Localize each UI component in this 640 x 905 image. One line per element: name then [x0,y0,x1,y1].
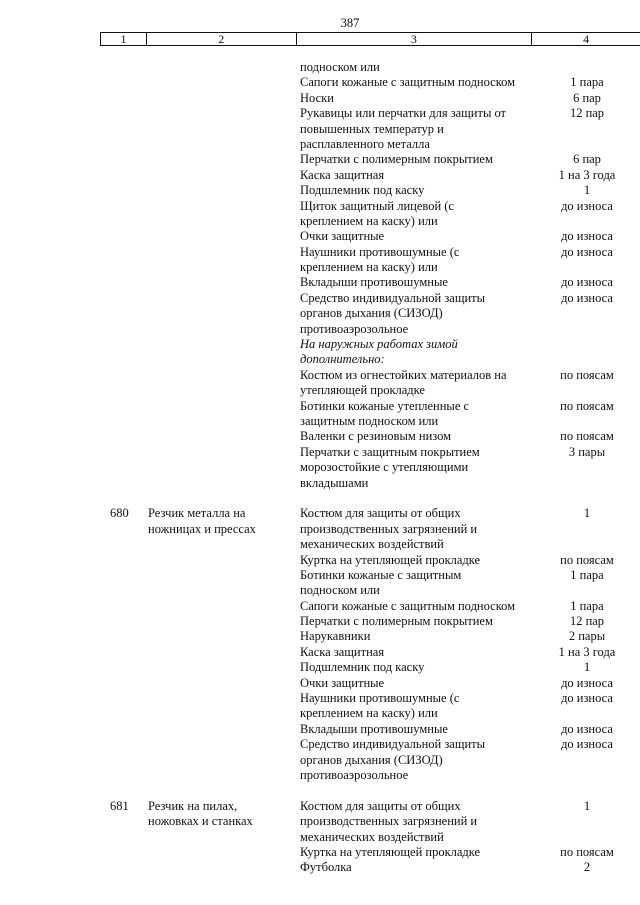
table-row [0,75,640,90]
table-row [0,629,640,644]
table-row [0,368,640,383]
issue-norm: 1 пара [570,567,604,582]
protective-item: Футболка [300,860,352,875]
protective-item: Каска защитная [300,644,385,659]
protective-item: Куртка на утепляющей прокладке [300,844,481,859]
issue-norm: 1 на 3 года [558,167,616,182]
protective-item: Каска защитная [300,167,385,182]
issue-norm: до износа [561,737,613,752]
protective-item: Рукавицы или перчатки для защиты от [300,106,507,121]
table-row [0,414,640,429]
issue-norm: до износа [561,691,613,706]
protective-item: Сапоги кожаные с защитным подноском [300,75,516,90]
profession: Резчик металла на [148,506,246,521]
table-row [0,275,640,290]
table-row [0,199,640,214]
table-row [0,614,640,629]
table-row [0,137,640,152]
column-header-1: 1 [101,33,147,45]
table-row [0,814,640,829]
issue-norm: 1 [583,660,591,675]
table-row [0,722,640,737]
protective-item: подноском или [300,60,380,74]
protective-item: креплением на каску) или [300,260,438,275]
protective-item: Подшлемник под каску [300,183,425,198]
protective-item: Перчатки с полимерным покрытием [300,614,493,629]
protective-item: Сапоги кожаные с защитным подноском [300,598,516,613]
protective-item: креплением на каску) или [300,213,438,228]
table-row [0,183,640,198]
table-row [0,691,640,706]
protective-item: Куртка на утепляющей прокладке [300,552,481,567]
issue-norm: 12 пар [569,614,605,629]
table-row [0,753,640,768]
table-row [0,245,640,260]
protective-item: Подшлемник под каску [300,660,425,675]
protective-item: Костюм для защиты от общих [300,506,461,521]
table-row [0,599,640,614]
table-row [0,506,640,521]
issue-norm: 1 [583,183,591,198]
protective-item: Костюм для защиты от общих [300,798,461,813]
protective-item: механических воздействий [300,537,444,552]
table-row [0,399,640,414]
protective-item: Наушники противошумные (с [300,244,460,259]
table-row [0,106,640,121]
table-row [0,768,640,783]
protective-item: Костюм из огнестойких материалов на [300,367,507,382]
protective-item: вкладышами [300,475,369,490]
issue-norm: 12 пар [569,106,605,121]
table-row [0,845,640,860]
issue-norm: 2 пары [568,629,606,644]
issue-norm: по поясам [560,398,614,413]
protective-item: повышенных температур и [300,121,444,136]
table-row [0,783,640,798]
table-row [0,660,640,675]
table-row [0,522,640,537]
protective-item: органов дыхания (СИЗОД) [300,306,443,321]
table-row [0,306,640,321]
table-row [0,229,640,244]
issue-norm: по поясам [560,552,614,567]
protective-item: противоаэрозольное [300,767,409,782]
table-row [0,553,640,568]
issue-norm: 3 пары [568,444,606,459]
column-header-4: 4 [583,32,590,46]
table-row [0,799,640,814]
table-body [0,60,640,876]
protective-item: креплением на каску) или [300,706,438,721]
table-row [0,152,640,167]
protective-item: утепляющей прокладке [300,383,425,398]
column-header-2: 2 [147,33,297,45]
profession: ножовках и станках [148,814,253,829]
table-row [0,460,640,475]
table-row [0,122,640,137]
protective-item: механических воздействий [300,829,444,844]
protective-item: На наружных работах зимой [300,337,458,352]
table-row [0,737,640,752]
profession: Резчик на пилах, [148,798,238,813]
protective-item: Вкладыши противошумные [300,275,448,290]
table-row [0,260,640,275]
table-row [0,60,640,75]
issue-norm: до износа [561,198,613,213]
protective-item: Ботинки кожаные с защитным [300,567,462,582]
table-row [0,352,640,367]
protective-item: Наушники противошумные (с [300,691,460,706]
table-row [0,214,640,229]
row-number: 681 [110,798,129,813]
protective-item: Вкладыши противошумные [300,721,448,736]
table-row [0,491,640,506]
issue-norm: 1 на 3 года [558,644,616,659]
protective-item: Перчатки с защитным покрытием [300,444,480,459]
issue-norm: по поясам [560,429,614,444]
issue-norm: 2 [583,860,591,875]
protective-item: дополнительно: [300,352,385,367]
table-row [0,568,640,583]
table-row [0,429,640,444]
table-row [0,706,640,721]
table-row [0,445,640,460]
issue-norm: 1 [583,506,591,521]
table-row [0,860,640,875]
issue-norm: по поясам [560,367,614,382]
issue-norm: 1 пара [570,598,604,613]
issue-norm: до износа [561,229,613,244]
protective-item: Носки [300,90,334,105]
row-number: 680 [110,506,129,521]
protective-item: Перчатки с полимерным покрытием [300,152,493,167]
column-header-3: 3 [297,33,533,45]
protective-item: Щиток защитный лицевой (с [300,198,454,213]
protective-item: расплавленного металла [300,136,430,151]
protective-item: Валенки с резиновым низом [300,429,452,444]
issue-norm: 6 пар [573,152,601,167]
protective-item: Средство индивидуальной защиты [300,737,486,752]
issue-norm: по поясам [560,844,614,859]
issue-norm: до износа [561,721,613,736]
protective-item: Нарукавники [300,629,371,644]
protective-item: морозостойкие с утепляющими [300,460,469,475]
table-row [0,291,640,306]
protective-item: противоаэрозольное [300,321,409,336]
protective-item: производственных загрязнений и [300,814,478,829]
issue-norm: до износа [561,675,613,690]
page-number: 387 [340,16,360,30]
table-header [100,32,640,46]
protective-item: защитным подноском или [300,413,439,428]
protective-item: органов дыхания (СИЗОД) [300,752,443,767]
table-row [0,91,640,106]
table-row [0,337,640,352]
protective-item: Очки защитные [300,229,385,244]
table-row [0,476,640,491]
table-row [0,383,640,398]
protective-item: Очки защитные [300,675,385,690]
table-row [0,537,640,552]
issue-norm: до износа [561,275,613,290]
protective-item: Средство индивидуальной защиты [300,290,486,305]
issue-norm: 1 пара [570,75,604,90]
issue-norm: до износа [561,290,613,305]
issue-norm: 6 пар [573,90,601,105]
profession: ножницах и прессах [148,521,256,536]
issue-norm: до износа [561,244,613,259]
table-row [0,168,640,183]
table-row [0,322,640,337]
issue-norm: 1 [583,798,591,813]
table-row [0,830,640,845]
protective-item: Ботинки кожаные утепленные с [300,398,470,413]
table-row [0,583,640,598]
protective-item: подноском или [300,583,380,598]
table-row [0,645,640,660]
protective-item: производственных загрязнений и [300,521,478,536]
table-row [0,676,640,691]
